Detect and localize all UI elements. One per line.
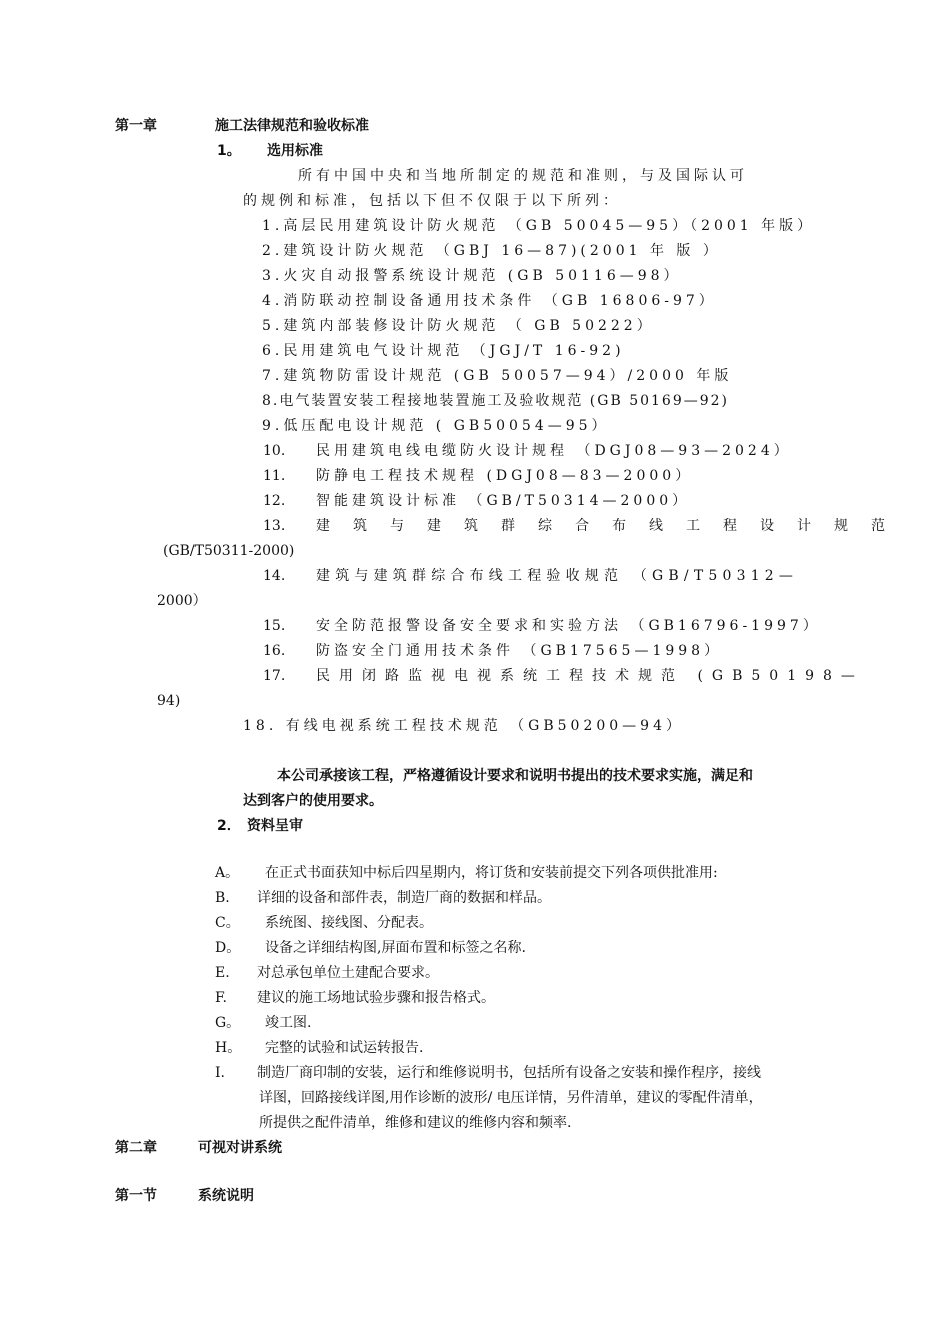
- standard-item-18: 18. 有线电视系统工程技术规范 （GB50200—94）: [243, 718, 684, 734]
- standard-item-2: 2.建筑设计防火规范 （GBJ 16—87)(2001 年 版 ）: [262, 243, 721, 259]
- chapter2-title: 可视对讲系统: [198, 1140, 282, 1156]
- standard-item-16-number: 16.: [263, 643, 286, 659]
- commitment-line2: 达到客户的使用要求。: [243, 793, 383, 809]
- standard-item-17-continuation: 94): [157, 693, 181, 709]
- submittal-item-h-label: H。: [215, 1040, 242, 1056]
- standard-item-9: 9.低压配电设计规范 ( GB50054—95）: [262, 418, 610, 434]
- chapter1-label: 第一章: [115, 118, 157, 134]
- submittal-item-a-text: 在正式书面获知中标后四星期内，将订货和安装前提交下列各项供批准用:: [265, 865, 718, 881]
- standard-item-13-continuation: (GB/T50311-2000): [163, 543, 295, 559]
- standard-item-1: 1.高层民用建筑设计防火规范 （GB 50045—95）（2001 年版）: [262, 218, 816, 234]
- commitment-line1: 本公司承接该工程，严格遵循设计要求和说明书提出的技术要求实施，满足和: [277, 768, 753, 784]
- sec1-title: 选用标准: [267, 143, 323, 159]
- submittal-item-a-label: A。: [215, 865, 240, 881]
- standard-item-11-number: 11.: [263, 468, 286, 484]
- sec2-title: 资料呈审: [247, 818, 303, 834]
- standard-item-11-text: 防静电工程技术规程 (DGJ08—83—2000）: [316, 468, 694, 484]
- submittal-item-i-line3: 所提供之配件清单，维修和建议的维修内容和频率.: [259, 1115, 572, 1131]
- submittal-item-i-label: I.: [215, 1065, 225, 1081]
- standard-item-12-text: 智能建筑设计标准 （GB/T50314—2000）: [316, 493, 691, 509]
- standard-item-7: 7.建筑物防雷设计规范 (GB 50057—94）/2000 年版: [262, 368, 733, 384]
- standard-item-10-number: 10.: [263, 443, 286, 459]
- section1-title: 系统说明: [198, 1188, 254, 1204]
- submittal-item-c-label: C。: [215, 915, 240, 931]
- submittal-item-i-line2: 详图，回路接线详图,用作诊断的波形/ 电压详情，另件清单，建议的零配件清单，: [259, 1090, 763, 1106]
- submittal-item-f-text: 建议的施工场地试验步骤和报告格式。: [257, 990, 495, 1006]
- submittal-item-e-text: 对总承包单位土建配合要求。: [257, 965, 439, 981]
- standard-item-17-text: 民用闭路监视电视系统工程技术规范 (GB50198—: [316, 668, 864, 684]
- chapter1-title: 施工法律规范和验收标准: [215, 118, 369, 134]
- standard-item-4: 4.消防联动控制设备通用技术条件 （GB 16806-97）: [262, 293, 717, 309]
- standard-item-17-number: 17.: [263, 668, 286, 684]
- standard-item-16-text: 防盗安全门通用技术条件 （GB17565—1998）: [316, 643, 723, 659]
- submittal-item-b-label: B.: [215, 890, 230, 906]
- standard-item-15-number: 15.: [263, 618, 286, 634]
- sec1-intro-line2: 的规例和标准，包括以下但不仅限于以下所列：: [243, 193, 621, 209]
- submittal-item-g-label: G。: [215, 1015, 241, 1031]
- standard-item-12-number: 12.: [263, 493, 286, 509]
- chapter2-label: 第二章: [115, 1140, 157, 1156]
- standard-item-8: 8.电气装置安装工程接地装置施工及验收规范 (GB 50169—92): [262, 393, 730, 409]
- standard-item-15-text: 安全防范报警设备安全要求和实验方法 （GB16796-1997）: [316, 618, 821, 634]
- standard-item-14-number: 14.: [263, 568, 286, 584]
- submittal-item-g-text: 竣工图.: [265, 1015, 312, 1031]
- submittal-item-f-label: F.: [215, 990, 227, 1006]
- standard-item-6: 6.民用建筑电气设计规范 （JGJ/T 16-92): [262, 343, 625, 359]
- submittal-item-d-text: 设备之详细结构图,屏面布置和标签之名称.: [265, 940, 526, 956]
- sec1-number: 1。: [217, 143, 241, 159]
- submittal-item-i-line1: 制造厂商印制的安装，运行和维修说明书，包括所有设备之安装和操作程序，接线: [257, 1065, 761, 1081]
- submittal-item-d-label: D。: [215, 940, 241, 956]
- sec1-intro-line1: 所有中国中央和当地所制定的规范和准则，与及国际认可: [298, 168, 748, 184]
- standard-item-13-number: 13.: [263, 518, 286, 534]
- standard-item-3: 3.火灾自动报警系统设计规范 (GB 50116—98）: [262, 268, 682, 284]
- sec2-number: 2．: [217, 818, 241, 834]
- standard-item-13-text: 建筑与建筑群综合布线工程设计规范: [316, 518, 908, 534]
- submittal-item-e-label: E.: [215, 965, 230, 981]
- standard-item-10-text: 民用建筑电线电缆防火设计规程 （DGJ08—93—2024）: [316, 443, 792, 459]
- section1-label: 第一节: [115, 1188, 157, 1204]
- standard-item-14-continuation: 2000）: [157, 593, 207, 609]
- standard-item-14-text: 建筑与建筑群综合布线工程验收规范 （GB/T50312—: [316, 568, 799, 584]
- standard-item-5: 5.建筑内部装修设计防火规范 （ GB 50222）: [262, 318, 655, 334]
- submittal-item-h-text: 完整的试验和试运转报告.: [265, 1040, 424, 1056]
- submittal-item-c-text: 系统图、接线图、分配表。: [265, 915, 433, 931]
- submittal-item-b-text: 详细的设备和部件表，制造厂商的数据和样品。: [257, 890, 551, 906]
